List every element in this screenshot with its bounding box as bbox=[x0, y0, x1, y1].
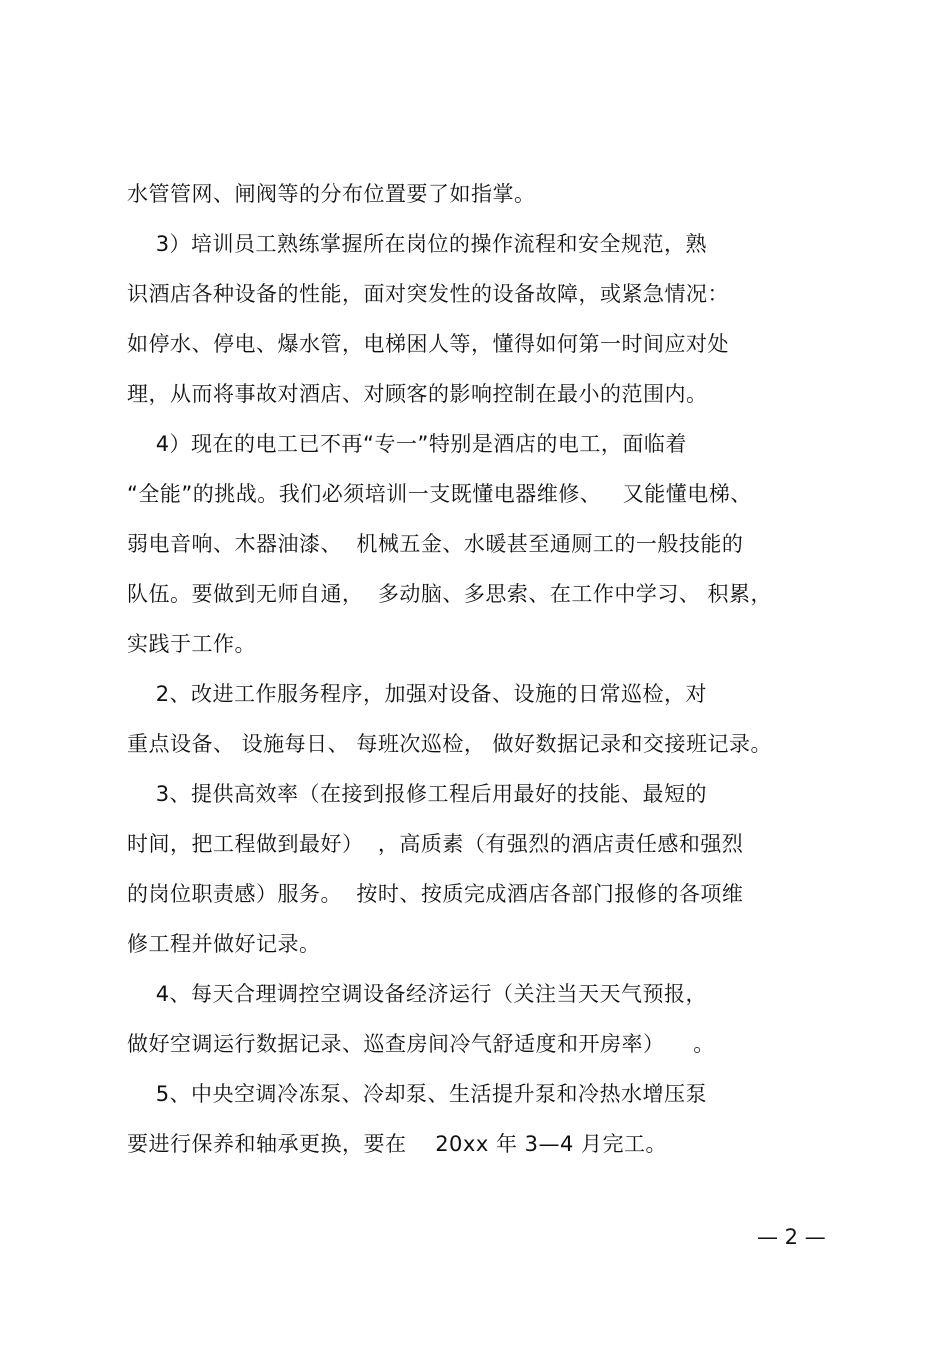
text-line-15: 的岗位职责感）服务。 按时、按质完成酒店各部门报修的各项维 bbox=[127, 882, 744, 906]
text-line-6: 4）现在的电工已不再“专一”特别是酒店的电工，面临着 bbox=[127, 432, 687, 456]
text-line-4: 如停水、停电、爆水管，电梯困人等，懂得如何第一时间应对处 bbox=[127, 332, 729, 356]
text-line-7: “全能”的挑战。我们必须培训一支既懂电器维修、 又能懂电梯、 bbox=[127, 482, 752, 506]
text-line-13: 3、提供高效率（在接到报修工程后用最好的技能、最短的 bbox=[127, 782, 708, 806]
text-line-1: 水管管网、闸阀等的分布位置要了如指掌。 bbox=[127, 182, 536, 206]
text-line-12: 重点设备、 设施每日、 每班次巡检， 做好数据记录和交接班记录。 bbox=[127, 732, 773, 756]
text-line-9: 队伍。要做到无师自通， 多动脑、多思索、在工作中学习、 积累， bbox=[127, 582, 773, 606]
text-line-19: 5、中央空调冷冻泵、冷却泵、生活提升泵和冷热水增压泵 bbox=[127, 1082, 708, 1106]
text-line-8: 弱电音响、木器油漆、 机械五金、水暖甚至通厕工的一般技能的 bbox=[127, 532, 744, 556]
text-line-3: 识酒店各种设备的性能，面对突发性的设备故障，或紧急情况： bbox=[127, 282, 729, 306]
page-number: — 2 — bbox=[757, 1225, 826, 1249]
text-line-5: 理，从而将事故对酒店、对顾客的影响控制在最小的范围内。 bbox=[127, 382, 708, 406]
text-line-11: 2、改进工作服务程序，加强对设备、设施的日常巡检，对 bbox=[127, 682, 708, 706]
text-line-20: 要进行保养和轴承更换，要在 20xx 年 3—4 月完工。 bbox=[127, 1132, 668, 1156]
text-line-2: 3）培训员工熟练掌握所在岗位的操作流程和安全规范，熟 bbox=[127, 232, 708, 256]
text-line-18: 做好空调运行数据记录、巡查房间冷气舒适度和开房率） 。 bbox=[127, 1032, 715, 1056]
text-line-17: 4、每天合理调控空调设备经济运行（关注当天天气预报， bbox=[127, 982, 708, 1006]
text-line-16: 修工程并做好记录。 bbox=[127, 932, 321, 956]
text-line-10: 实践于工作。 bbox=[127, 632, 256, 656]
text-line-14: 时间，把工程做到最好） ，高质素（有强烈的酒店责任感和强烈 bbox=[127, 832, 744, 856]
